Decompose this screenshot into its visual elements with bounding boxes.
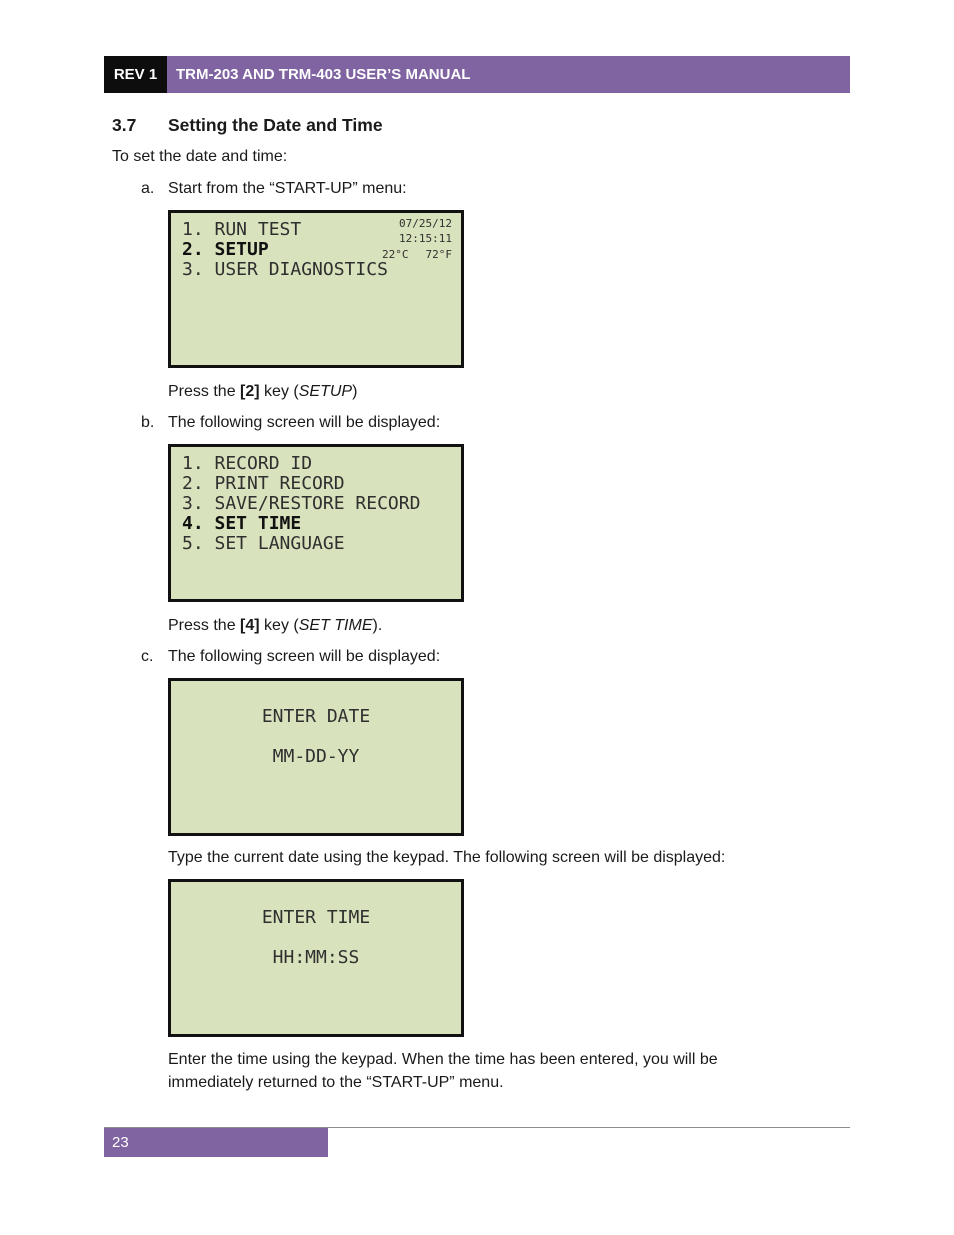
text-fragment: key (: [259, 383, 299, 400]
menu-item-set-time: 4. SET TIME: [182, 513, 302, 534]
menu-item-print-record: 2. PRINT RECORD: [182, 473, 345, 494]
menu-item-save-restore: 3. SAVE/RESTORE RECORD: [182, 493, 421, 514]
instruction-line-1: Enter the time using the keypad. When the time has been entered, you will be: [168, 1051, 718, 1068]
manual-title: TRM-203 AND TRM-403 USER’S MANUAL: [167, 56, 850, 93]
page-header: [104, 56, 850, 93]
text-fragment: Press the: [168, 383, 241, 400]
step-letter: a.: [141, 180, 155, 197]
section-number: 3.7: [112, 115, 137, 135]
lcd-enter-date: [168, 678, 464, 836]
menu-item-record-id: 1. RECORD ID: [182, 453, 313, 474]
enter-date-prompt: ENTER DATE: [261, 706, 371, 727]
key-name-set-time: SET TIME: [298, 617, 373, 634]
lcd-setup-menu: [168, 444, 464, 602]
lcd-time: 12:15:11: [399, 232, 452, 245]
text-fragment: ).: [372, 617, 383, 634]
key-2: [2]: [240, 383, 260, 400]
text-fragment: key (: [259, 617, 299, 634]
press-set-time-instruction: [168, 614, 382, 637]
menu-item-set-language: 5. SET LANGUAGE: [182, 533, 345, 554]
page-number: 23: [104, 1128, 328, 1157]
step-c: [141, 645, 440, 668]
section-heading: [112, 115, 383, 136]
menu-item-run-test: 1. RUN TEST: [182, 219, 302, 240]
enter-time-instruction: [168, 1048, 718, 1094]
key-name-setup: SETUP: [298, 383, 353, 400]
time-format: HH:MM:SS: [272, 947, 360, 968]
step-letter: c.: [141, 648, 154, 665]
text-fragment: ): [352, 383, 358, 400]
lcd-enter-time: [168, 879, 464, 1037]
step-text: Start from the “START-UP” menu:: [168, 180, 407, 197]
menu-item-setup: 2. SETUP: [182, 239, 269, 260]
lcd-startup-menu: [168, 210, 464, 368]
menu-item-user-diagnostics: 3. USER DIAGNOSTICS: [182, 259, 388, 280]
text-fragment: Press the: [168, 617, 241, 634]
step-letter: b.: [141, 414, 155, 431]
key-4: [4]: [240, 617, 260, 634]
date-format: MM-DD-YY: [272, 746, 360, 767]
step-text: The following screen will be displayed:: [168, 414, 441, 431]
type-date-instruction: Type the current date using the keypad. The following screen will be displayed:: [168, 849, 726, 866]
lcd-temp-c: 22°C: [382, 248, 409, 261]
press-setup-instruction: [168, 380, 357, 403]
lcd-date: 07/25/12: [399, 217, 452, 230]
section-title: Setting the Date and Time: [168, 115, 383, 135]
revision-label: REV 1: [104, 56, 167, 93]
instruction-line-2: immediately returned to the “START-UP” menu.: [168, 1074, 504, 1091]
step-b: [141, 411, 440, 434]
intro-text: To set the date and time:: [112, 148, 288, 165]
step-a: [141, 177, 407, 200]
lcd-temp-f: 72°F: [425, 248, 452, 261]
enter-time-prompt: ENTER TIME: [261, 907, 371, 928]
step-text: The following screen will be displayed:: [168, 648, 441, 665]
